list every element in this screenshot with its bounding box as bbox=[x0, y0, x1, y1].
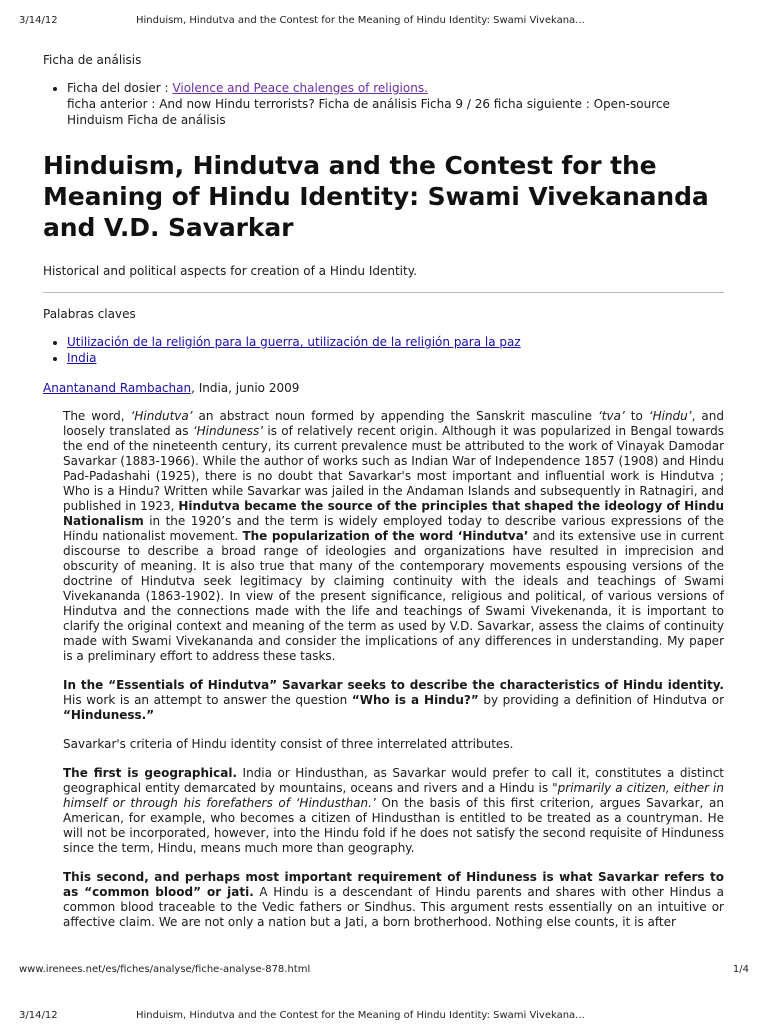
text: The word, bbox=[63, 409, 131, 423]
text: by providing a definition of Hindutva or bbox=[478, 693, 725, 707]
text-bold: Hindutva became the source of the principles that shaped the ideology of Hindu Nationalism bbox=[63, 499, 724, 528]
author-link[interactable]: Anantanand Rambachan bbox=[43, 381, 192, 395]
text: to bbox=[624, 409, 649, 423]
page-subtitle: Historical and political aspects for creation of a Hindu Identity. bbox=[43, 264, 417, 278]
print-header-next-page bbox=[19, 1010, 749, 1024]
paragraph-4 bbox=[63, 766, 724, 856]
dossier-prefix: Ficha del dosier : bbox=[67, 81, 173, 95]
print-title: Hinduism, Hindutva and the Contest for the Meaning of Hindu Identity: Swami Vivekana... bbox=[136, 15, 585, 26]
text: India or Hindusthan, as Savarkar would prefer to call it, constitutes a distinct geographical entity demarcated by mountains, oceans and rivers and a Hindu is bbox=[63, 766, 724, 795]
meta-list bbox=[43, 80, 724, 128]
paragraph-1 bbox=[63, 409, 724, 664]
text: On the basis of this first criterion, argues Savarkar, an American, for example, who becomes a citizen of Hindusthan is entitled to be treated as a countryman. He will not be incorporated, however, into the Hindu fold if he does not satisfy the second requisite of Hinduness since the term, Hindu, means much more than geography. bbox=[63, 796, 724, 855]
keywords-list bbox=[43, 334, 724, 366]
ficha-label: Ficha de análisis bbox=[43, 53, 142, 67]
text-italic: ‘Hinduness’ bbox=[192, 424, 264, 438]
page-title: Hinduism, Hindutva and the Contest for the Meaning of Hindu Identity: Swami Vivekananda and V.D. Savarkar bbox=[43, 151, 709, 242]
nav-line-2: Hinduism Ficha de análisis bbox=[67, 113, 226, 127]
article-body bbox=[63, 409, 724, 930]
dossier-link[interactable]: Violence and Peace chalenges of religions. bbox=[172, 81, 428, 95]
keywords-label: Palabras claves bbox=[43, 307, 136, 321]
keyword-item bbox=[67, 350, 724, 366]
text: A Hindu is a descendant of Hindu parents and shares with other Hindus a common blood traceable to the Vedic fathers or Sindhus. This argument rests essentially on an intuitive or affective claim. We are not only a nation but a Jati, a born brotherhood. Nothing else counts, it is after bbox=[63, 885, 724, 929]
text-italic: ‘Hindu’ bbox=[648, 409, 692, 423]
print-header bbox=[19, 15, 749, 29]
text: and its extensive use in current discourse to describe a broad range of ideologies and organizations have resulted in imprecision and obscurity of meaning. It is also true that many of the contemporary movements espousing versions of the doctrine of Hindutva seek legitimacy by claiming continuity with the ideals and teachings of Swami Vivekananda (1863-1902). In view of the present significance, religious and political, of various versions of Hindutva and the connections made with the life and teachings of Swami Vivekenanda, it is important to clarify the original context and meaning of the term as used by V.D. Savarkar, assess the claims of continuity made with Swami Vivekananda and consider the implications of any differences in understanding. My paper is a preliminary effort to address these tasks. bbox=[63, 529, 725, 663]
text-italic: "primarily a citizen, either in himself or through his forefathers of ‘Hindusthan.’ bbox=[63, 781, 724, 810]
paragraph-3: Savarkar's criteria of Hindu identity consist of three interrelated attributes. bbox=[63, 737, 514, 751]
page-url: www.irenees.net/es/fiches/analyse/fiche-analyse-878.html bbox=[19, 964, 311, 975]
text-bold: In the “Essentials of Hindutva” Savarkar seeks to describe the characteristics of Hindu identity. bbox=[63, 678, 724, 692]
print-date: 3/14/12 bbox=[19, 1010, 58, 1021]
text-bold: This second, and perhaps most important requirement of Hinduness is what Savarkar refers to as “common blood” or jati. bbox=[63, 870, 724, 899]
text: is of relatively recent origin. Although it was popularized in Bengal towards the end of the nineteenth century, its current prevalence must be attributed to the work of Vinayak Damodar Savarkar (1883-1966). While the author of works such as Indian War of Independence 1857 (1908) and Hindu Pad-Padashahi (1925), there is no doubt that Savarkar's most important and influential work is Hindutva ; Who is a Hindu? Written while Savarkar was jailed in the Andaman Islands and subsequently in Ratnagiri, and published in 1923, bbox=[63, 424, 724, 513]
keyword-link-india[interactable]: India bbox=[67, 351, 97, 365]
paragraph-5 bbox=[63, 870, 724, 930]
text: , and loosely translated as bbox=[63, 409, 724, 438]
text: His work is an attempt to answer the question bbox=[63, 693, 352, 707]
text-bold: “Hinduness.” bbox=[63, 708, 155, 722]
author-line bbox=[43, 380, 724, 396]
print-footer bbox=[19, 964, 749, 978]
text-bold: The popularization of the word ‘Hindutva’ bbox=[242, 529, 529, 543]
page-number: 1/4 bbox=[732, 964, 749, 975]
meta-item bbox=[67, 80, 724, 128]
author-location-date: , India, junio 2009 bbox=[191, 381, 300, 395]
keyword-item bbox=[67, 334, 724, 350]
divider bbox=[43, 292, 724, 293]
text: in the 1920’s and the term is widely employed today to describe various expressions of the Hindu nationalist movement. bbox=[63, 514, 724, 543]
text-italic: ‘Hindutva’ bbox=[130, 409, 193, 423]
keyword-link-religion[interactable]: Utilización de la religión para la guerra, utilización de la religión para la paz bbox=[67, 335, 521, 349]
text-italic: ‘tva’ bbox=[597, 409, 625, 423]
print-date: 3/14/12 bbox=[19, 15, 58, 26]
text-bold: The first is geographical. bbox=[63, 766, 238, 780]
text-bold: “Who is a Hindu?” bbox=[351, 693, 479, 707]
paragraph-2 bbox=[63, 678, 724, 723]
nav-line-1: ficha anterior : And now Hindu terrorists? Ficha de análisis Ficha 9 / 26 ficha siguiente : Open-source bbox=[67, 97, 670, 111]
print-title: Hinduism, Hindutva and the Contest for the Meaning of Hindu Identity: Swami Vivekana... bbox=[136, 1010, 585, 1021]
text: an abstract noun formed by appending the Sanskrit masculine bbox=[192, 409, 598, 423]
document-page bbox=[43, 52, 724, 944]
